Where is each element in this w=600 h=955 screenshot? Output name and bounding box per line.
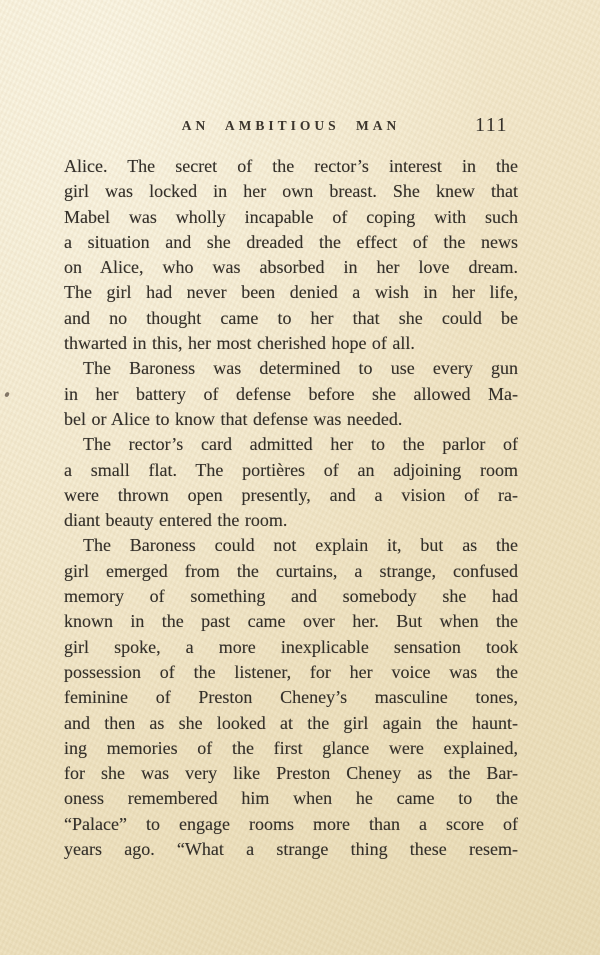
text-line: oness remembered him when he came to the: [64, 788, 518, 809]
text-line: ing memories of the first glance were explained,: [64, 737, 518, 758]
text-line: feminine of Preston Cheney’s masculine tones,: [64, 687, 518, 708]
text-line: in her battery of defense before she allowed Ma-: [64, 383, 518, 404]
text-line: and then as she looked at the girl again the haunt-: [64, 712, 518, 733]
text-line: memory of something and somebody she had: [64, 586, 518, 607]
text-line: years ago. “What a strange thing these resem-: [64, 839, 518, 860]
text-line: “Palace” to engage rooms more than a score of: [64, 813, 518, 834]
running-header-title: AN AMBITIOUS MAN: [181, 118, 401, 133]
text-line: The Baroness could not explain it, but as the: [83, 535, 518, 556]
text-line: were thrown open presently, and a vision of ra-: [64, 484, 518, 505]
text-line: girl spoke, a more inexplicable sensation took: [64, 636, 518, 657]
text-line: a situation and she dreaded the effect of the news: [64, 231, 518, 252]
ink-speck: [4, 391, 9, 397]
text-line: bel or Alice to know that defense was needed.: [64, 408, 403, 429]
text-line: known in the past came over her. But when the: [64, 611, 518, 632]
text-line: girl was locked in her own breast. She knew that: [64, 181, 518, 202]
text-line: The girl had never been denied a wish in her life,: [64, 282, 518, 303]
text-line: diant beauty entered the room.: [64, 510, 288, 531]
text-line: girl emerged from the curtains, a strange, confused: [64, 560, 518, 581]
text-line: Mabel was wholly incapable of coping with such: [64, 206, 518, 227]
text-line: for she was very like Preston Cheney as the Bar-: [64, 763, 518, 784]
text-line: Alice. The secret of the rector’s interest in the: [64, 156, 518, 176]
text-line: on Alice, who was absorbed in her love dream.: [64, 257, 518, 278]
page-number: 111: [474, 114, 508, 136]
text-line: and no thought came to her that she could be: [64, 307, 518, 328]
text-line: The rector’s card admitted her to the parlor of: [83, 434, 518, 455]
text-line: thwarted in this, her most cherished hope of all.: [64, 333, 415, 354]
text-line: possession of the listener, for her voice was the: [64, 661, 518, 682]
body-text-block: [64, 154, 518, 862]
running-header: [64, 114, 518, 136]
text-line: a small flat. The portières of an adjoining room: [64, 459, 518, 480]
text-line: The Baroness was determined to use every gun: [83, 358, 518, 379]
